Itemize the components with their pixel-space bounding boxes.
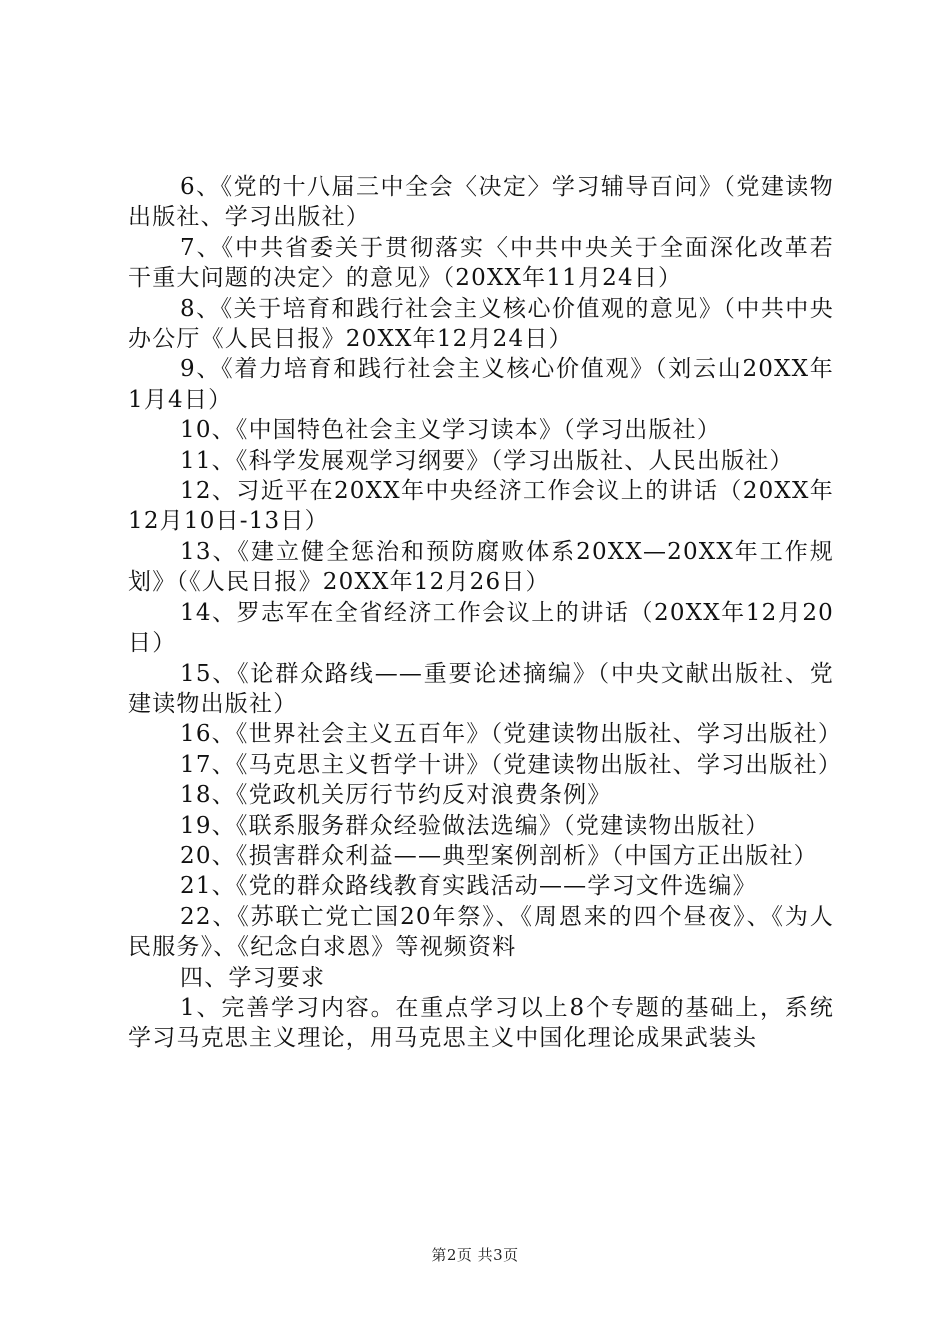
list-item-18: 18、《党政机关厉行节约反对浪费条例》 [180,782,612,809]
list-item-7: 7、《中共省委关于贯彻落实〈中共中央关于全面深化改革若干重大问题的决定〉的意见》（20XX年11月24日） [128,234,834,292]
list-item-20: 20、《损害群众利益——典型案例剖析》（中国方正出版社） [180,842,818,869]
section-heading: 四、学习要求 [180,964,326,991]
document-body [128,172,843,1054]
page-footer: 第2页 共3页 [431,1246,519,1264]
list-item-13: 13、《建立健全惩治和预防腐败体系20XX—20XX年工作规划》（《人民日报》20XX年12月26日） [128,538,834,596]
list-item-19: 19、《联系服务群众经验做法选编》（党建读物出版社） [180,812,770,839]
list-item-21: 21、《党的群众路线教育实践活动——学习文件选编》 [180,873,757,900]
list-item-16: 16、《世界社会主义五百年》（党建读物出版社、学习出版社） [180,721,843,748]
list-item-9: 9、《着力培育和践行社会主义核心价值观》（刘云山20XX年1月4日） [128,356,834,413]
list-item-14: 14、罗志军在全省经济工作会议上的讲话（20XX年12月20日） [128,599,834,657]
list-item-8: 8、《关于培育和践行社会主义核心价值观的意见》（中共中央办公厅《人民日报》20XX年12月24日） [128,295,834,353]
list-item-17: 17、《马克思主义哲学十讲》（党建读物出版社、学习出版社） [180,751,843,778]
list-item-10: 10、《中国特色社会主义学习读本》（学习出版社） [180,417,722,444]
list-item-22: 22、《苏联亡党亡国20年祭》、《周恩来的四个昼夜》、《为人民服务》、《纪念白求恩》等视频资料 [128,903,834,961]
list-item-15: 15、《论群众路线——重要论述摘编》（中央文献出版社、党建读物出版社） [128,660,834,717]
list-item-11: 11、《科学发展观学习纲要》（学习出版社、人民出版社） [180,447,794,474]
list-item-12: 12、习近平在20XX年中央经济工作会议上的讲话（20XX年12月10日-13日） [128,478,834,535]
list-item-6: 6、《党的十八届三中全会〈决定〉学习辅导百问》（党建读物出版社、学习出版社） [128,174,834,231]
requirement-paragraph: 1、完善学习内容。在重点学习以上8个专题的基础上，系统学习马克思主义理论，用马克思主义中国化理论成果武装头 [128,994,834,1052]
